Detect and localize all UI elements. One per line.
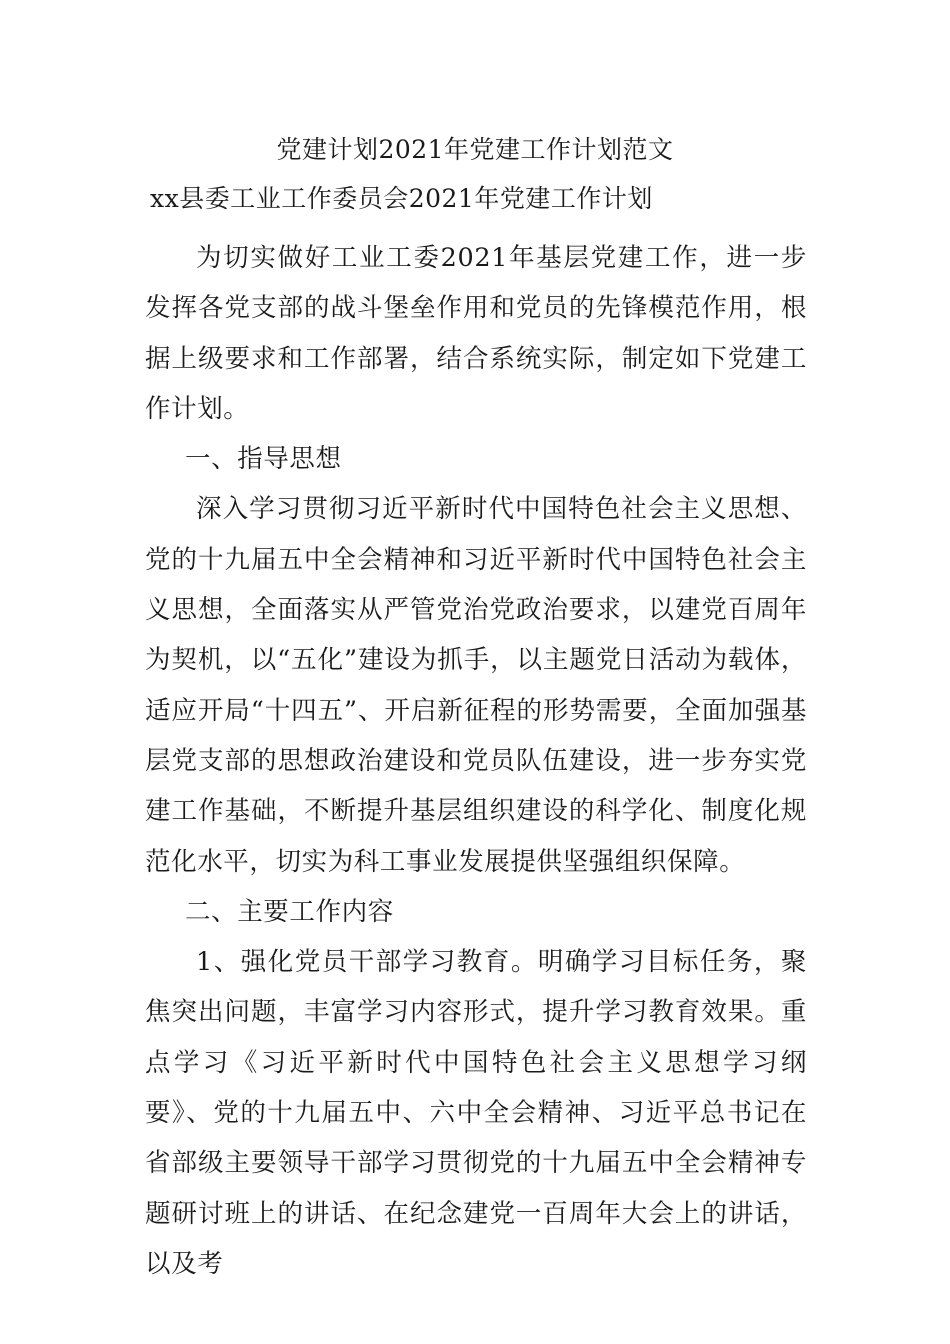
section-heading-guiding-thought: 一、指导思想 [185,444,342,475]
main-work-item-1-paragraph: 1、强化党员干部学习教育。明确学习目标任务，聚焦突出问题，丰富学习内容形式，提升学习教育效果。重点学习《习近平新时代中国特色社会主义思想学习纲要》、党的十九届五中、六中全会精神、习近平总书记在省部级主要领导干部学习贯彻党的十九届五中全会精神专题研讨班上的讲话、在纪念建党一百周年大会上的讲话，以及考 [145,947,807,1279]
intro-paragraph: 为切实做好工业工委2021年基层党建工作，进一步发挥各党支部的战斗堡垒作用和党员的先锋模范作用，根据上级要求和工作部署，结合系统实际，制定如下党建工作计划。 [145,243,807,424]
guiding-thought-paragraph: 深入学习贯彻习近平新时代中国特色社会主义思想、党的十九届五中全会精神和习近平新时代中国特色社会主义思想，全面落实从严管党治党政治要求，以建党百周年为契机，以“五化”建设为抓手，以主题党日活动为载体，适应开局“十四五”、开启新征程的形势需要，全面加强基层党支部的思想政治建设和党员队伍建设，进一步夯实党建工作基础，不断提升基层组织建设的科学化、制度化规范化水平，切实为科工事业发展提供坚强组织保障。 [145,494,807,877]
document-body [145,233,807,1289]
document-subtitle: xx县委工业工作委员会2021年党建工作计划 [150,184,653,213]
section-heading-main-work: 二、主要工作内容 [185,896,394,927]
document-title: 党建计划2021年党建工作计划范文 [276,135,674,164]
